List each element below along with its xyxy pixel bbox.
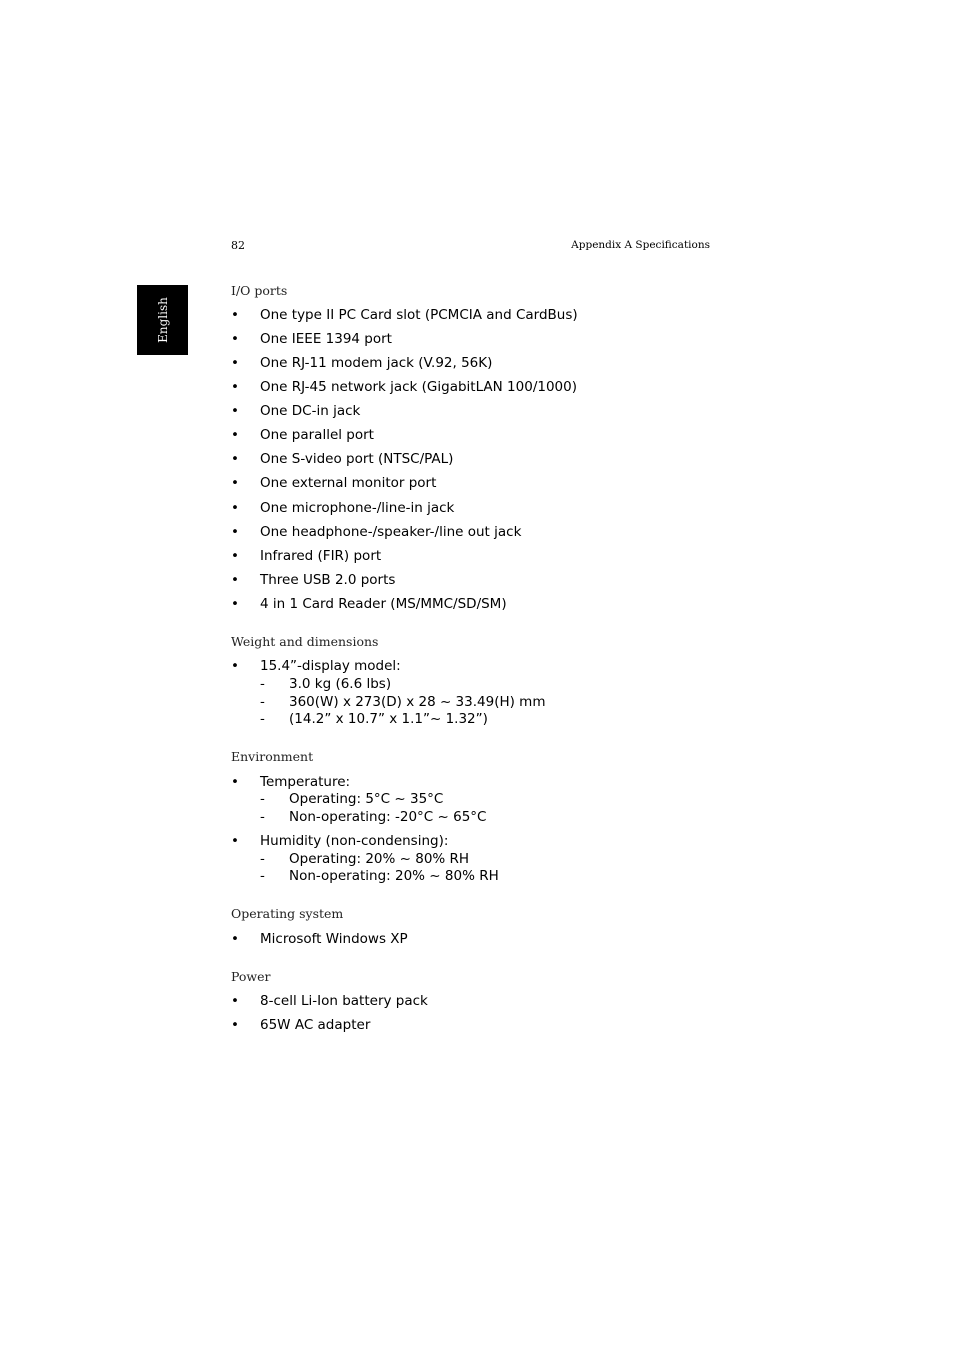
language-tab: [137, 285, 188, 355]
bullet: •: [231, 833, 239, 849]
list-item-text: Infrared (FIR) port: [260, 548, 382, 564]
dash: -: [260, 851, 265, 867]
bullet: •: [231, 307, 239, 323]
sub-item-text: 360(W) x 273(D) x 28 ~ 33.49(H) mm: [289, 694, 546, 710]
list-item-text: One DC-in jack: [260, 403, 361, 419]
bullet: •: [231, 379, 239, 395]
bullet: •: [231, 403, 239, 419]
list-item-text: One headphone-/speaker-/line out jack: [260, 524, 522, 540]
sub-item-text: Operating: 20% ~ 80% RH: [289, 851, 470, 867]
section-title-weight: Weight and dimensions: [231, 634, 379, 649]
bullet: •: [231, 427, 239, 443]
dash: -: [260, 791, 265, 807]
sub-item-text: 3.0 kg (6.6 lbs): [289, 676, 392, 692]
list-item-text: One type II PC Card slot (PCMCIA and CardBus): [260, 307, 578, 323]
bullet: •: [231, 596, 239, 612]
list-item-text: 4 in 1 Card Reader (MS/MMC/SD/SM): [260, 596, 507, 612]
section-title-operating-system: Operating system: [231, 906, 344, 921]
list-item-text: 8-cell Li-Ion battery pack: [260, 993, 428, 1009]
list-item-text: Three USB 2.0 ports: [260, 572, 396, 588]
bullet: •: [231, 500, 239, 516]
list-item-text: One RJ-45 network jack (GigabitLAN 100/1000): [260, 379, 577, 395]
list-item-text: 15.4”-display model:: [260, 658, 401, 674]
section-title-environment: Environment: [231, 749, 314, 764]
list-item-text: One RJ-11 modem jack (V.92, 56K): [260, 355, 493, 371]
list-item-text: Humidity (non-condensing):: [260, 833, 449, 849]
list-item-text: Microsoft Windows XP: [260, 931, 408, 947]
bullet: •: [231, 355, 239, 371]
bullet: •: [231, 475, 239, 491]
dash: -: [260, 676, 265, 692]
bullet: •: [231, 524, 239, 540]
page-number: 82: [231, 239, 245, 252]
dash: -: [260, 809, 265, 825]
list-item-text: One S-video port (NTSC/PAL): [260, 451, 454, 467]
dash: -: [260, 868, 265, 884]
bullet: •: [231, 1017, 239, 1033]
sub-item-text: Non-operating: 20% ~ 80% RH: [289, 868, 499, 884]
bullet: •: [231, 658, 239, 674]
bullet: •: [231, 572, 239, 588]
dash: -: [260, 694, 265, 710]
list-item-text: One parallel port: [260, 427, 374, 443]
bullet: •: [231, 931, 239, 947]
bullet: •: [231, 548, 239, 564]
bullet: •: [231, 451, 239, 467]
list-item-text: One microphone-/line-in jack: [260, 500, 455, 516]
bullet: •: [231, 331, 239, 347]
sub-item-text: (14.2” x 10.7” x 1.1”~ 1.32”): [289, 711, 488, 727]
chapter-title: Appendix A Specifications: [571, 239, 710, 251]
bullet: •: [231, 774, 239, 790]
bullet: •: [231, 993, 239, 1009]
list-item-text: 65W AC adapter: [260, 1017, 371, 1033]
section-title-power: Power: [231, 969, 271, 984]
sub-item-text: Operating: 5°C ~ 35°C: [289, 791, 444, 807]
section-title-io-ports: I/O ports: [231, 283, 288, 298]
list-item-text: Temperature:: [260, 774, 351, 790]
sub-item-text: Non-operating: -20°C ~ 65°C: [289, 809, 487, 825]
dash: -: [260, 711, 265, 727]
list-item-text: One IEEE 1394 port: [260, 331, 392, 347]
language-tab-label: English: [155, 297, 170, 343]
list-item-text: One external monitor port: [260, 475, 437, 491]
